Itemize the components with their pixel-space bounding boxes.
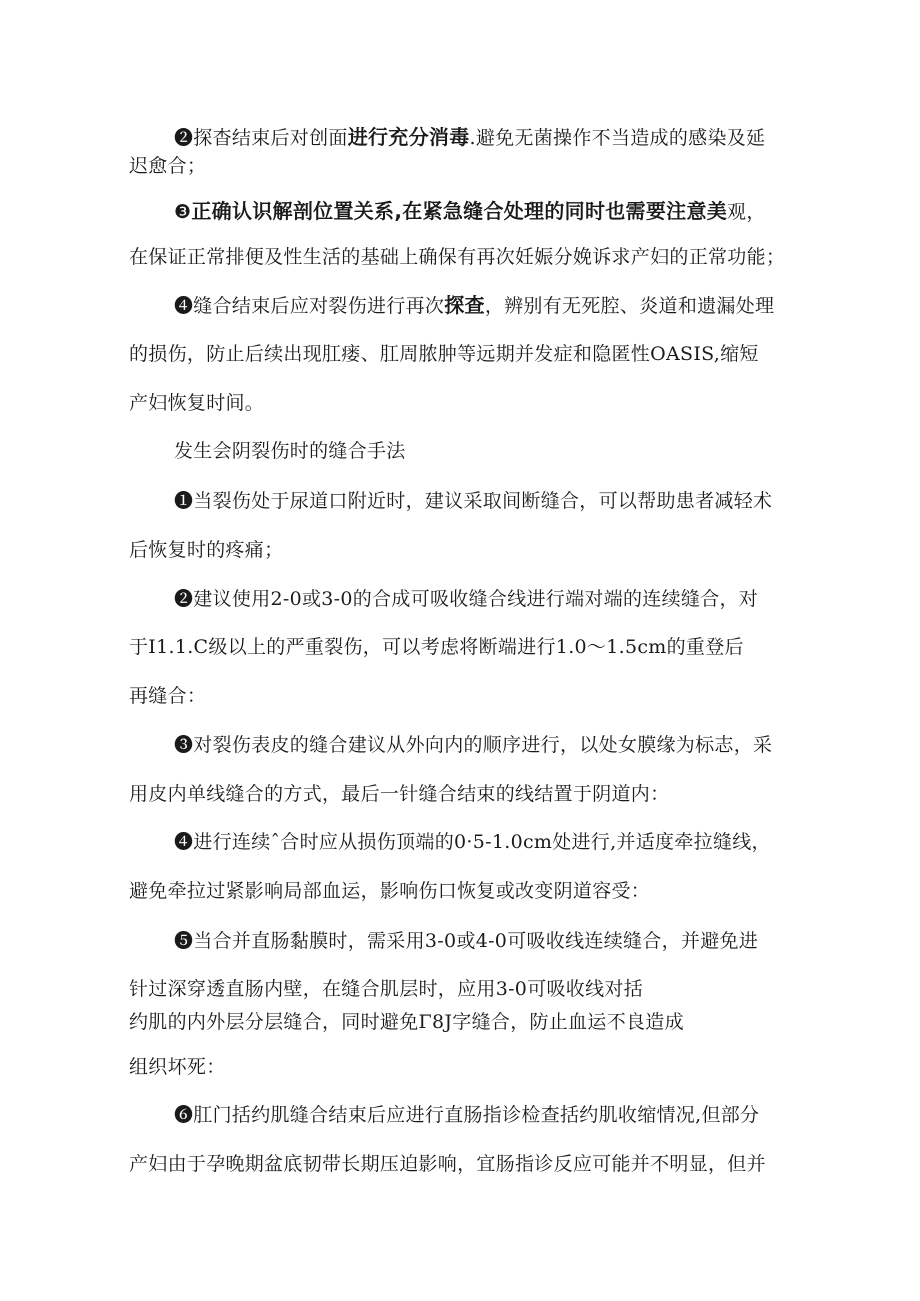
text-line <box>129 245 785 269</box>
text-run: 于I1.1.C级以上的严重裂伤，可以考虑将断端进行1.0～1.5cm的重登后 <box>129 636 744 658</box>
text-line <box>174 489 772 513</box>
text-line <box>129 391 264 415</box>
text-run: ❹缝合结束后应对裂伤进行再次 <box>174 295 445 317</box>
text-run: 产妇由于孕晚期盆底韧带长期压迫影响，宜肠指诊反应可能并不明显，但并 <box>129 1153 766 1175</box>
text-line <box>174 125 765 149</box>
text-line <box>129 635 744 659</box>
text-run: ❸ <box>174 201 192 223</box>
text-line <box>129 154 206 178</box>
text-run: ，辨别有无死腔、炎道和遗漏处理 <box>484 295 775 317</box>
text-run: ❺当合并直肠黏膜时，需采用3-0或4-0可吸收线连续缝合，并避免进 <box>174 930 759 952</box>
text-run: 产妇恢复时间。 <box>129 392 265 414</box>
text-run: 迟愈合； <box>129 155 207 177</box>
text-run: ❶当裂伤处于尿道口附近时，建议采取间断缝合，可以帮助患者减轻术 <box>174 490 773 512</box>
text-line <box>129 684 206 708</box>
text-line <box>174 587 758 611</box>
emphasis-text: 探查 <box>444 293 485 317</box>
emphasis-text: 进行充分消毒 <box>347 125 470 149</box>
text-run: 针过深穿透直肠内壁，在缝合肌层时，应用3-0可吸收线对括 <box>129 978 643 1000</box>
text-run: 观， <box>727 201 766 223</box>
emphasis-text: 正确认识解剖位置关系,在紧急缝合处理的同时也需要注意美 <box>191 199 728 223</box>
text-run: 在保证正常排便及性生活的基础上确保有再次妊娠分娩诉求产妇的正常功能； <box>129 246 786 268</box>
text-run: 约肌的内外层分层缝合，同时避免Γ8J字缝合，防止血运不良造成 <box>129 1011 684 1033</box>
text-line <box>129 879 650 903</box>
text-run: 组织坏死： <box>129 1056 226 1078</box>
text-line <box>129 1010 684 1034</box>
text-run: 避免牵拉过紧影响局部血运，影响伤口恢复或改变阴道容受： <box>129 880 651 902</box>
text-line <box>174 929 758 953</box>
text-line <box>174 1103 759 1127</box>
text-line <box>174 293 774 317</box>
text-line <box>174 733 772 757</box>
text-run: .避免无菌操作不当造成的感染及延 <box>469 127 766 149</box>
text-run: 用皮内单线缝合的方式，最后一针缝合结束的线结置于阴道内： <box>129 783 670 805</box>
text-line <box>129 1152 766 1176</box>
text-run: ❹进行连续ˆ合时应从损伤顶端的0·5-1.0cm处进行,并适度牵拉缝线， <box>174 831 771 853</box>
text-line <box>129 538 283 562</box>
heading-text: 发生会阴裂伤时的缝合手法 <box>174 440 406 462</box>
text-run: 的损伤，防止后续出现肛瘘、肛周脓肿等远期并发症和隐匿性OASIS,缩短 <box>129 343 759 365</box>
section-heading <box>174 439 406 463</box>
text-line <box>129 782 669 806</box>
text-line <box>174 830 771 854</box>
text-run: ❸对裂伤表皮的缝合建议从外向内的顺序进行，以处女膜缘为标志，采 <box>174 734 773 756</box>
text-run: ❷建议使用2-0或3-0的合成可吸收缝合线进行端对端的连续缝合，对 <box>174 588 759 610</box>
text-run: 再缝合： <box>129 685 207 707</box>
text-run: ❷探杳结束后对创面 <box>174 127 348 149</box>
text-run: ❻肛门括约肌缝合结束后应进行直肠指诊检查括约肌收缩情况,但部分 <box>174 1104 760 1126</box>
text-run: 后恢复时的疼痛； <box>129 539 284 561</box>
text-line <box>129 977 643 1001</box>
text-line <box>174 199 766 223</box>
text-line <box>129 1055 226 1079</box>
text-line <box>129 342 759 366</box>
